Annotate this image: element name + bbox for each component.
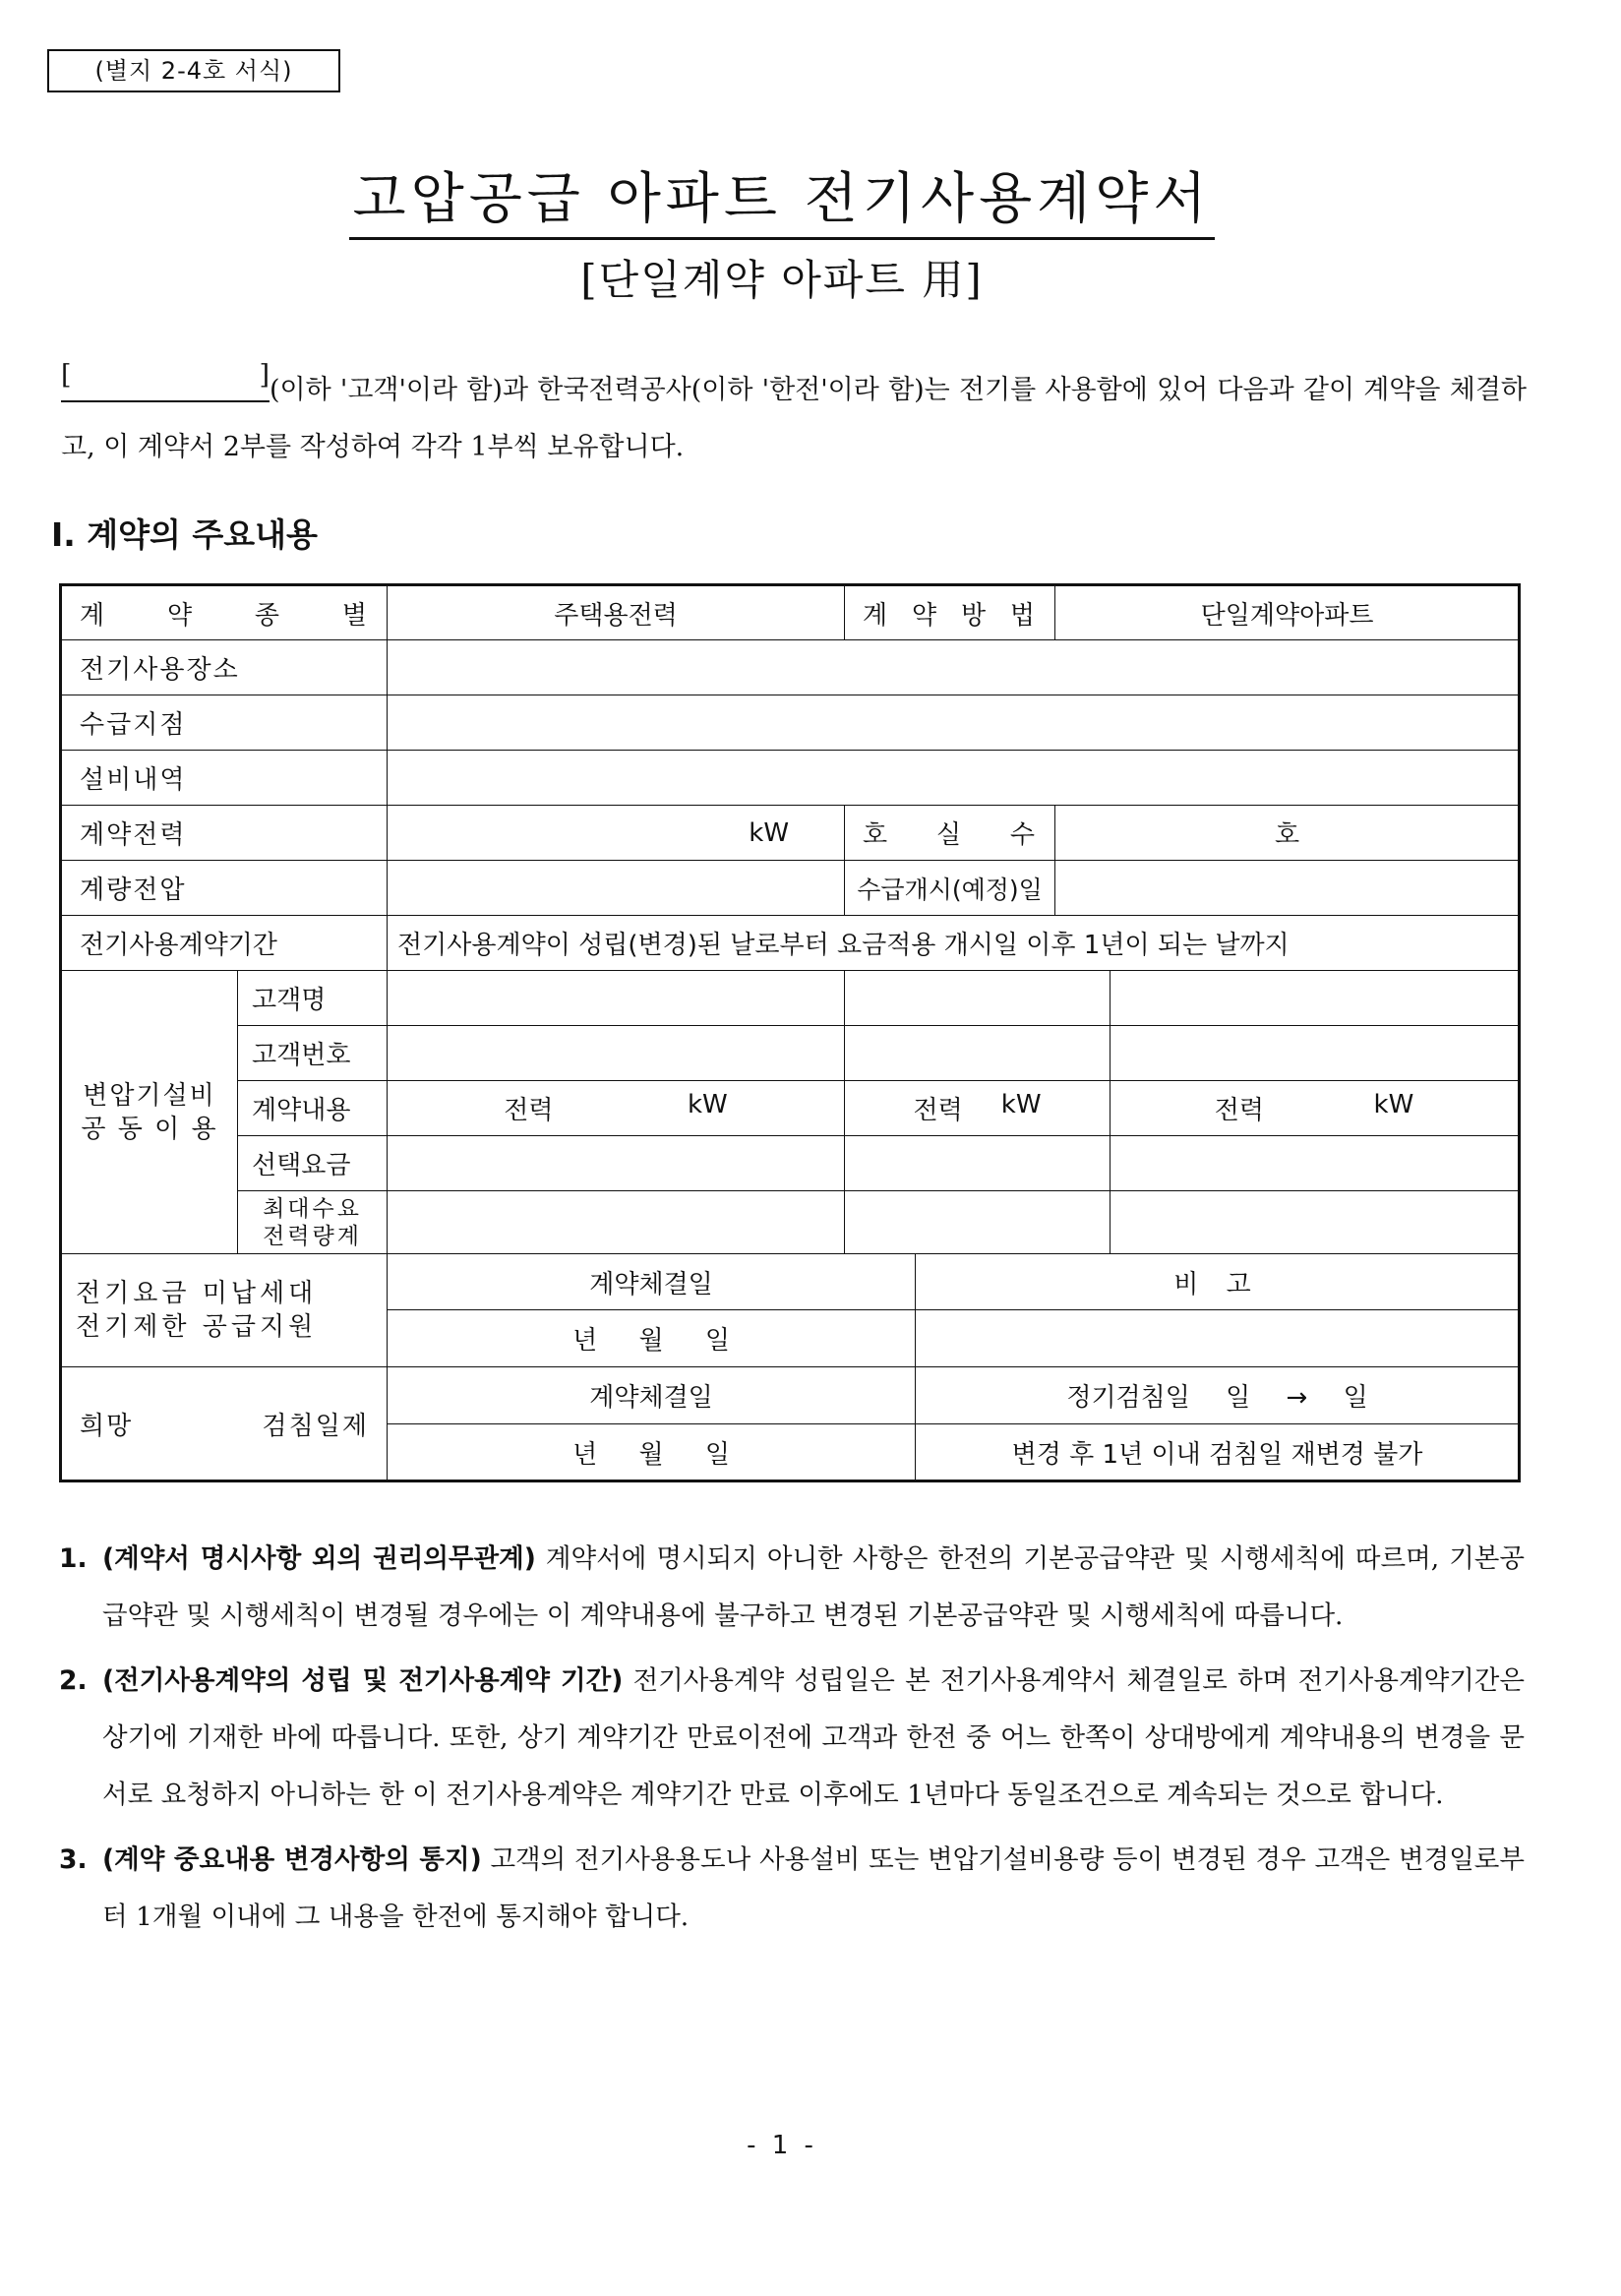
period-label: 전기사용계약기간 bbox=[61, 916, 388, 971]
supply-start-label: 수급개시(예정)일 bbox=[845, 861, 1055, 916]
meter-signing-date-label: 계약체결일 bbox=[388, 1367, 916, 1424]
meter-reading-field[interactable]: 정기검침일 일 → 일 bbox=[916, 1367, 1520, 1424]
clause-body: 전기사용계약 성립일은 본 전기사용계약서 체결일로 하며 전기사용계약기간은 상기에 기재한 바에 따릅니다. 또한, 상기 계약기간 만료이전에 고객과 한전 중 어느 한쪽이 상대방에게 계약내용의 변경을 문서로 요청하지 아니하는 한 이 전기사용계약은 계약기간 만료 이후에도 1년마다 동일조건으로 계속되는 것으로 합니다. bbox=[102, 1665, 1525, 1810]
unpaid-signing-date-field[interactable]: 년 월 일 bbox=[388, 1310, 916, 1367]
meter-signing-date-field[interactable]: 년 월 일 bbox=[388, 1424, 916, 1481]
clause-body: 고객의 전기사용용도나 사용설비 또는 변압기설비용량 등이 변경된 경우 고객은 변경일로부터 1개월 이내에 그 내용을 한전에 통지해야 합니다. bbox=[102, 1844, 1526, 1932]
shared-row-label-contract: 계약내용 bbox=[238, 1081, 388, 1136]
shared-row-label-meter: 최대수요 전력량계 bbox=[238, 1191, 388, 1254]
households-field[interactable] bbox=[1055, 806, 1520, 861]
period-value: 전기사용계약이 성립(변경)된 날로부터 요금적용 개시일 이후 1년이 되는 날까지 bbox=[388, 916, 1520, 971]
clause-1 bbox=[59, 1531, 1525, 1645]
shared-rate-3[interactable] bbox=[1111, 1136, 1520, 1191]
clause-number: 1. bbox=[59, 1543, 88, 1574]
unpaid-remarks-field[interactable] bbox=[916, 1310, 1520, 1367]
clause-body: 계약서에 명시되지 아니한 사항은 한전의 기본공급약관 및 시행세칙에 따르며, 기본공급약관 및 시행세칙이 변경될 경우에는 이 계약내용에 불구하고 변경된 기본공급약관 및 시행세칙에 따릅니다. bbox=[102, 1543, 1525, 1631]
shared-meter-3[interactable] bbox=[1111, 1191, 1520, 1254]
contract-power-unit: kW bbox=[749, 817, 790, 848]
contract-power-label: 계약전력 bbox=[61, 806, 388, 861]
shared-customer-number-1[interactable] bbox=[388, 1026, 845, 1081]
shared-power-unit: kW bbox=[1000, 1090, 1042, 1119]
shared-power-label: 전력 bbox=[504, 1096, 554, 1125]
shared-customer-name-3[interactable] bbox=[1111, 971, 1520, 1026]
shared-power-unit: kW bbox=[688, 1090, 728, 1119]
supply-point-label: 수급지점 bbox=[61, 695, 388, 751]
households-unit: 호 bbox=[1274, 820, 1300, 850]
unpaid-signing-date-label: 계약체결일 bbox=[388, 1254, 916, 1310]
contract-table bbox=[59, 583, 1521, 1482]
clause-heading: (계약 중요내용 변경사항의 통지) bbox=[102, 1844, 482, 1875]
shared-contract-2[interactable] bbox=[845, 1081, 1111, 1136]
shared-contract-3[interactable] bbox=[1111, 1081, 1520, 1136]
shared-row-label-rate: 선택요금 bbox=[238, 1136, 388, 1191]
clause-heading: (전기사용계약의 성립 및 전기사용계약 기간) bbox=[102, 1665, 624, 1696]
shared-rate-1[interactable] bbox=[388, 1136, 845, 1191]
shared-power-label: 전력 bbox=[913, 1096, 963, 1125]
unpaid-remarks-label: 비 고 bbox=[916, 1254, 1520, 1310]
shared-rate-2[interactable] bbox=[845, 1136, 1111, 1191]
unpaid-support-label: 전기요금 미납세대 전기제한 공급지원 bbox=[61, 1254, 388, 1367]
contract-type-value[interactable]: 주택용전력 bbox=[388, 585, 845, 640]
voltage-field[interactable] bbox=[388, 861, 845, 916]
document-title-wrap bbox=[0, 155, 1564, 234]
intro-paragraph bbox=[61, 362, 1527, 476]
meter-date-label: 희망 검침일제 bbox=[61, 1367, 388, 1481]
shared-meter-1[interactable] bbox=[388, 1191, 845, 1254]
shared-customer-number-2[interactable] bbox=[845, 1026, 1111, 1081]
equipment-label: 설비내역 bbox=[61, 751, 388, 806]
clause-number: 3. bbox=[59, 1844, 88, 1875]
shared-transformer-label: 변압기설비 공 동 이 용 bbox=[61, 971, 238, 1254]
shared-row-label-customer-number: 고객번호 bbox=[238, 1026, 388, 1081]
equipment-field[interactable] bbox=[388, 751, 1520, 806]
shared-customer-number-3[interactable] bbox=[1111, 1026, 1520, 1081]
document-subtitle: [단일계약 아파트 用] bbox=[580, 256, 984, 304]
page-number: - 1 - bbox=[747, 2131, 817, 2160]
supply-start-field[interactable] bbox=[1055, 861, 1520, 916]
supply-point-field[interactable] bbox=[388, 695, 1520, 751]
contract-method-label: 계 약 방 법 bbox=[845, 585, 1055, 640]
contract-power-field[interactable] bbox=[388, 806, 845, 861]
shared-power-unit: kW bbox=[1373, 1090, 1414, 1119]
location-field[interactable] bbox=[388, 640, 1520, 695]
clause-number: 2. bbox=[59, 1665, 88, 1696]
contract-method-value[interactable]: 단일계약아파트 bbox=[1055, 585, 1520, 640]
households-label: 호 실 수 bbox=[845, 806, 1055, 861]
contract-type-label: 계 약 종 별 bbox=[61, 585, 388, 640]
shared-meter-2[interactable] bbox=[845, 1191, 1111, 1254]
form-number: (별지 2-4호 서식) bbox=[47, 49, 340, 92]
intro-text: (이하 '고객'이라 함)과 한국전력공사(이하 '한전'이라 함)는 전기를 사용함에 있어 다음과 같이 계약을 체결하고, 이 계약서 2부를 작성하여 각각 1부씩 보유합니다. bbox=[61, 375, 1527, 462]
shared-customer-name-1[interactable] bbox=[388, 971, 845, 1026]
shared-customer-name-2[interactable] bbox=[845, 971, 1111, 1026]
voltage-label: 계량전압 bbox=[61, 861, 388, 916]
shared-power-label: 전력 bbox=[1214, 1096, 1265, 1125]
clause-heading: (계약서 명시사항 외의 권리의무관계) bbox=[102, 1543, 536, 1574]
shared-contract-1[interactable] bbox=[388, 1081, 845, 1136]
clauses bbox=[59, 1531, 1525, 1954]
document-title: 고압공급 아파트 전기사용계약서 bbox=[349, 167, 1216, 240]
clause-3 bbox=[59, 1832, 1525, 1946]
shared-row-label-customer-name: 고객명 bbox=[238, 971, 388, 1026]
meter-note: 변경 후 1년 이내 검침일 재변경 불가 bbox=[916, 1424, 1520, 1481]
section-title: Ⅰ. 계약의 주요내용 bbox=[51, 515, 318, 554]
clause-2 bbox=[59, 1653, 1525, 1824]
customer-name-blank[interactable] bbox=[61, 369, 270, 402]
location-label: 전기사용장소 bbox=[61, 640, 388, 695]
